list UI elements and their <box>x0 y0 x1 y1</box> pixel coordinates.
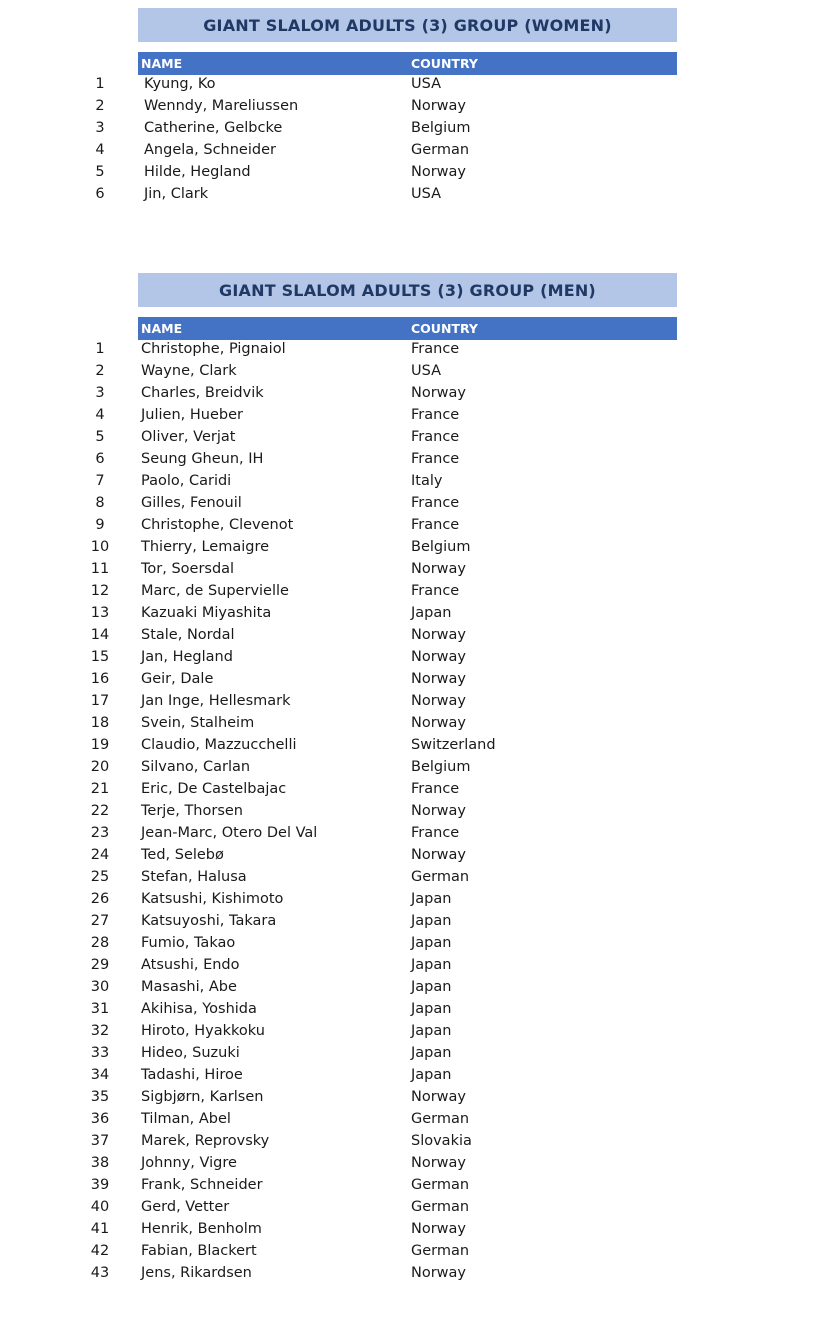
row-country: France <box>411 517 460 533</box>
men-section-title <box>138 273 677 307</box>
row-country: Belgium <box>411 539 471 555</box>
row-name: Fabian, Blackert <box>141 1243 257 1259</box>
row-name: Frank, Schneider <box>141 1177 263 1193</box>
row-country: Belgium <box>411 120 471 136</box>
table-row <box>0 934 820 956</box>
row-name: Masashi, Abe <box>141 979 237 995</box>
table-row <box>0 1000 820 1022</box>
row-name: Jan Inge, Hellesmark <box>141 693 291 709</box>
row-number: 16 <box>90 671 110 687</box>
table-row <box>0 75 820 97</box>
row-country: Norway <box>411 1221 467 1237</box>
row-name: Gerd, Vetter <box>141 1199 230 1215</box>
table-row <box>0 1198 820 1220</box>
row-name: Hiroto, Hyakkoku <box>141 1023 265 1039</box>
table-row <box>0 714 820 736</box>
women-title-text: GIANT SLALOM ADULTS (3) GROUP (WOMEN) <box>203 15 612 35</box>
row-number: 35 <box>90 1089 110 1105</box>
table-row <box>0 824 820 846</box>
row-number: 26 <box>90 891 110 907</box>
row-name: Kazuaki Miyashita <box>141 605 272 621</box>
table-row <box>0 494 820 516</box>
table-row <box>0 1176 820 1198</box>
table-row <box>0 1154 820 1176</box>
row-country: German <box>411 1111 470 1127</box>
row-country: Norway <box>411 1089 467 1105</box>
row-country: USA <box>411 363 442 379</box>
row-name: Johnny, Vigre <box>141 1155 237 1171</box>
row-name: Paolo, Caridi <box>141 473 232 489</box>
row-country: France <box>411 495 460 511</box>
row-name: Catherine, Gelbcke <box>144 120 283 136</box>
table-row <box>0 604 820 626</box>
row-country: Japan <box>411 913 452 929</box>
women-header-country: COUNTRY <box>411 56 478 71</box>
row-number: 2 <box>95 98 105 114</box>
row-number: 19 <box>90 737 110 753</box>
row-country: Norway <box>411 693 467 709</box>
row-country: Japan <box>411 935 452 951</box>
table-row <box>0 1022 820 1044</box>
table-row <box>0 692 820 714</box>
row-country: German <box>411 142 470 158</box>
table-row <box>0 1088 820 1110</box>
row-name: Stale, Nordal <box>141 627 235 643</box>
row-number: 29 <box>90 957 110 973</box>
row-number: 23 <box>90 825 110 841</box>
row-country: France <box>411 341 460 357</box>
men-title-text: GIANT SLALOM ADULTS (3) GROUP (MEN) <box>219 280 596 300</box>
row-number: 33 <box>90 1045 110 1061</box>
row-name: Christophe, Pignaiol <box>141 341 286 357</box>
table-row <box>0 560 820 582</box>
row-number: 25 <box>90 869 110 885</box>
row-number: 41 <box>90 1221 110 1237</box>
row-country: France <box>411 781 460 797</box>
row-number: 42 <box>90 1243 110 1259</box>
row-number: 43 <box>90 1265 110 1281</box>
row-country: Japan <box>411 979 452 995</box>
table-row <box>0 1066 820 1088</box>
row-number: 34 <box>90 1067 110 1083</box>
row-country: Norway <box>411 98 467 114</box>
row-number: 13 <box>90 605 110 621</box>
row-number: 3 <box>95 385 105 401</box>
row-name: Jens, Rikardsen <box>141 1265 252 1281</box>
row-country: Japan <box>411 891 452 907</box>
row-number: 2 <box>95 363 105 379</box>
row-name: Thierry, Lemaigre <box>141 539 270 555</box>
table-row <box>0 362 820 384</box>
row-country: France <box>411 583 460 599</box>
table-row <box>0 1242 820 1264</box>
row-number: 8 <box>95 495 105 511</box>
table-row <box>0 780 820 802</box>
row-number: 20 <box>90 759 110 775</box>
row-number: 22 <box>90 803 110 819</box>
row-number: 6 <box>95 451 105 467</box>
row-country: Switzerland <box>411 737 496 753</box>
row-name: Tor, Soersdal <box>141 561 235 577</box>
row-name: Katsuyoshi, Takara <box>141 913 277 929</box>
table-row <box>0 956 820 978</box>
men-table-header <box>138 317 677 340</box>
row-number: 21 <box>90 781 110 797</box>
table-row <box>0 119 820 141</box>
row-name: Christophe, Clevenot <box>141 517 294 533</box>
women-table-body <box>0 75 820 207</box>
row-country: German <box>411 869 470 885</box>
table-row <box>0 340 820 362</box>
row-name: Julien, Hueber <box>141 407 243 423</box>
row-name: Tilman, Abel <box>141 1111 231 1127</box>
row-name: Ted, Selebø <box>141 847 224 863</box>
row-country: France <box>411 825 460 841</box>
row-number: 6 <box>95 186 105 202</box>
row-country: Norway <box>411 649 467 665</box>
row-name: Angela, Schneider <box>144 142 276 158</box>
row-name: Marc, de Supervielle <box>141 583 289 599</box>
men-header-name: NAME <box>141 321 183 336</box>
table-row <box>0 1264 820 1286</box>
row-number: 14 <box>90 627 110 643</box>
row-country: Belgium <box>411 759 471 775</box>
row-name: Svein, Stalheim <box>141 715 255 731</box>
men-header-country: COUNTRY <box>411 321 478 336</box>
table-row <box>0 736 820 758</box>
row-name: Akihisa, Yoshida <box>141 1001 257 1017</box>
row-number: 5 <box>95 429 105 445</box>
row-name: Gilles, Fenouil <box>141 495 242 511</box>
row-country: Italy <box>411 473 443 489</box>
row-number: 9 <box>95 517 105 533</box>
row-country: Japan <box>411 1001 452 1017</box>
table-row <box>0 538 820 560</box>
row-name: Wenndy, Mareliussen <box>144 98 299 114</box>
row-country: Japan <box>411 957 452 973</box>
row-country: France <box>411 407 460 423</box>
row-country: France <box>411 429 460 445</box>
table-row <box>0 626 820 648</box>
table-row <box>0 1132 820 1154</box>
row-name: Jin, Clark <box>144 186 209 202</box>
row-name: Seung Gheun, IH <box>141 451 264 467</box>
row-country: USA <box>411 186 442 202</box>
row-number: 12 <box>90 583 110 599</box>
row-number: 7 <box>95 473 105 489</box>
row-number: 11 <box>90 561 110 577</box>
row-number: 4 <box>95 142 105 158</box>
table-row <box>0 163 820 185</box>
row-country: Slovakia <box>411 1133 472 1149</box>
row-country: Norway <box>411 1155 467 1171</box>
men-table-body <box>0 340 820 1286</box>
table-row <box>0 890 820 912</box>
row-number: 15 <box>90 649 110 665</box>
row-name: Silvano, Carlan <box>141 759 251 775</box>
row-name: Charles, Breidvik <box>141 385 264 401</box>
row-country: Japan <box>411 1023 452 1039</box>
table-row <box>0 1110 820 1132</box>
row-number: 1 <box>95 341 105 357</box>
row-name: Atsushi, Endo <box>141 957 240 973</box>
row-country: German <box>411 1243 470 1259</box>
table-row <box>0 472 820 494</box>
row-number: 24 <box>90 847 110 863</box>
row-name: Claudio, Mazzucchelli <box>141 737 297 753</box>
row-name: Sigbjørn, Karlsen <box>141 1089 264 1105</box>
table-row <box>0 141 820 163</box>
women-table-header <box>138 52 677 75</box>
table-row <box>0 406 820 428</box>
row-number: 32 <box>90 1023 110 1039</box>
row-number: 27 <box>90 913 110 929</box>
row-number: 31 <box>90 1001 110 1017</box>
row-number: 10 <box>90 539 110 555</box>
row-country: Japan <box>411 605 452 621</box>
table-row <box>0 758 820 780</box>
table-row <box>0 648 820 670</box>
table-row <box>0 670 820 692</box>
row-name: Geir, Dale <box>141 671 214 687</box>
row-country: Japan <box>411 1045 452 1061</box>
row-name: Jean-Marc, Otero Del Val <box>141 825 318 841</box>
row-name: Kyung, Ko <box>144 76 216 92</box>
row-name: Terje, Thorsen <box>141 803 243 819</box>
row-country: German <box>411 1199 470 1215</box>
row-number: 37 <box>90 1133 110 1149</box>
row-name: Katsushi, Kishimoto <box>141 891 284 907</box>
row-number: 39 <box>90 1177 110 1193</box>
women-header-name: NAME <box>141 56 183 71</box>
row-number: 5 <box>95 164 105 180</box>
table-row <box>0 978 820 1000</box>
row-country: Norway <box>411 847 467 863</box>
row-country: Japan <box>411 1067 452 1083</box>
row-name: Tadashi, Hiroe <box>141 1067 243 1083</box>
row-number: 18 <box>90 715 110 731</box>
row-name: Hideo, Suzuki <box>141 1045 240 1061</box>
row-name: Henrik, Benholm <box>141 1221 262 1237</box>
row-country: Norway <box>411 671 467 687</box>
table-row <box>0 802 820 824</box>
row-country: Norway <box>411 164 467 180</box>
table-row <box>0 428 820 450</box>
table-row <box>0 912 820 934</box>
row-number: 28 <box>90 935 110 951</box>
row-number: 30 <box>90 979 110 995</box>
row-country: Norway <box>411 385 467 401</box>
row-number: 1 <box>95 76 105 92</box>
table-row <box>0 185 820 207</box>
table-row <box>0 846 820 868</box>
table-row <box>0 97 820 119</box>
table-row <box>0 1044 820 1066</box>
row-name: Fumio, Takao <box>141 935 236 951</box>
row-number: 4 <box>95 407 105 423</box>
row-country: Norway <box>411 803 467 819</box>
row-country: Norway <box>411 627 467 643</box>
women-section-title <box>138 8 677 42</box>
row-name: Oliver, Verjat <box>141 429 236 445</box>
row-number: 3 <box>95 120 105 136</box>
row-number: 40 <box>90 1199 110 1215</box>
row-name: Stefan, Halusa <box>141 869 247 885</box>
row-number: 36 <box>90 1111 110 1127</box>
row-country: Norway <box>411 561 467 577</box>
table-row <box>0 582 820 604</box>
row-name: Jan, Hegland <box>141 649 233 665</box>
row-name: Eric, De Castelbajac <box>141 781 287 797</box>
row-name: Marek, Reprovsky <box>141 1133 270 1149</box>
table-row <box>0 516 820 538</box>
table-row <box>0 450 820 472</box>
row-number: 17 <box>90 693 110 709</box>
row-country: Norway <box>411 715 467 731</box>
row-name: Wayne, Clark <box>141 363 237 379</box>
row-number: 38 <box>90 1155 110 1171</box>
row-country: France <box>411 451 460 467</box>
row-country: Norway <box>411 1265 467 1281</box>
table-row <box>0 1220 820 1242</box>
row-name: Hilde, Hegland <box>144 164 251 180</box>
table-row <box>0 384 820 406</box>
table-row <box>0 868 820 890</box>
row-country: USA <box>411 76 442 92</box>
row-country: German <box>411 1177 470 1193</box>
